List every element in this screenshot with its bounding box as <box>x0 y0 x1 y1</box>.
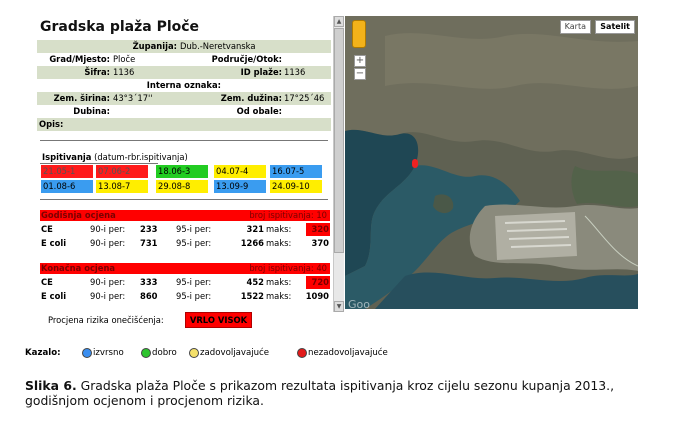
id-value: 1136 <box>284 67 306 77</box>
interna-label: Interna oznaka: <box>146 80 221 90</box>
sirina-value: 43°3´17'' <box>113 93 153 103</box>
max-value: 720 <box>306 276 330 289</box>
legend-red-circle-icon <box>297 348 307 358</box>
divider <box>40 163 158 164</box>
obala-label: Od obale: <box>236 106 282 116</box>
konacna-ocjena-title: Konačna ocjena <box>41 263 116 273</box>
divider <box>40 199 328 200</box>
p95-value: 1266 <box>240 238 264 248</box>
street-view-pegman-icon[interactable] <box>352 20 366 48</box>
divider <box>40 140 328 141</box>
beach-info-panel <box>37 16 333 312</box>
duzina-label: Zem. dužina: <box>220 93 282 103</box>
zoom-in-button[interactable]: + <box>355 55 365 66</box>
ispitivanja-title <box>42 152 188 162</box>
grad-label: Grad/Mjesto: <box>49 54 110 64</box>
godisnja-row-ce <box>40 223 330 236</box>
max-label: maks: <box>266 277 292 287</box>
test-cell[interactable]: 07.06-2 <box>96 165 148 178</box>
zupanija-label: Županija: <box>132 41 177 51</box>
beach-title: Gradska plaža Ploče <box>40 19 200 35</box>
legend-blue-circle-icon <box>82 348 92 358</box>
scroll-up-arrow-icon[interactable]: ▲ <box>334 16 344 27</box>
legend-item-label: zadovoljavajuće <box>200 348 270 358</box>
field-row-zupanija <box>37 40 331 53</box>
id-label: ID plaže: <box>240 67 282 77</box>
dubina-label: Dubina: <box>73 106 110 116</box>
test-cell[interactable]: 04.07-4 <box>214 165 266 178</box>
panel-scrollbar[interactable] <box>333 16 344 312</box>
scroll-thumb[interactable] <box>334 28 344 253</box>
scroll-down-arrow-icon[interactable]: ▼ <box>334 301 344 312</box>
test-cell[interactable]: 13.09-9 <box>214 180 266 193</box>
p95-label: 95-i per: <box>176 277 212 287</box>
opis-label: Opis: <box>39 119 64 129</box>
max-value: 320 <box>306 223 330 236</box>
parameter-name: CE <box>41 224 53 234</box>
map-type-karta-button[interactable]: Karta <box>560 20 591 34</box>
p90-value: 333 <box>140 277 158 287</box>
konacna-ocjena-count: broj ispitivanja: 40 <box>249 263 327 273</box>
ispitivanja-title-bold: Ispitivanja <box>42 152 92 162</box>
test-cell[interactable]: 16.07-5 <box>270 165 322 178</box>
satellite-map-image <box>345 16 638 309</box>
test-cell[interactable]: 29.08-8 <box>156 180 208 193</box>
figure-caption-text: Gradska plaža Ploče s prikazom rezultata ispitivanja kroz cijelu sezonu kupanja 2013., godišnjom ocjenom i procjenom rizika. <box>25 378 615 408</box>
duzina-value: 17°25´46 <box>284 93 325 103</box>
zoom-out-button[interactable]: − <box>355 68 365 79</box>
legend-item-label: izvrsno <box>93 348 124 358</box>
max-label: maks: <box>266 291 292 301</box>
legend-item-label: nezadovoljavajuće <box>308 348 388 358</box>
legend-item-label: dobro <box>152 348 177 358</box>
p90-value: 233 <box>140 224 158 234</box>
podrucje-label: Područje/Otok: <box>211 54 282 64</box>
konacna-ocjena-bar <box>40 263 330 274</box>
sifra-value: 1136 <box>113 67 135 77</box>
field-row-grad <box>37 53 331 66</box>
godisnja-row-ecoli <box>40 237 330 250</box>
max-value: 1090 <box>305 291 329 301</box>
godisnja-ocjena-bar <box>40 210 330 221</box>
ispitivanja-title-rest: (datum-rbr.ispitivanja) <box>91 152 188 162</box>
godisnja-ocjena-count: broj ispitivanja: 10 <box>249 210 327 220</box>
p90-label: 90-i per: <box>90 224 126 234</box>
field-row-opis <box>37 118 331 131</box>
parameter-name: E coli <box>41 291 67 301</box>
p90-label: 90-i per: <box>90 277 126 287</box>
p90-label: 90-i per: <box>90 238 126 248</box>
figure-caption-number: Slika 6. <box>25 378 77 393</box>
parameter-name: E coli <box>41 238 67 248</box>
risk-value-badge: VRLO VISOK <box>185 312 252 328</box>
konacna-row-ce <box>40 276 330 289</box>
risk-label: Procjena rizika onečišćenja: <box>48 315 164 325</box>
p90-value: 731 <box>140 238 158 248</box>
test-cell[interactable]: 21.05-1 <box>41 165 93 178</box>
map-type-satelit-button[interactable]: Satelit <box>595 20 635 34</box>
test-cell[interactable]: 24.09-10 <box>270 180 322 193</box>
legend-label: Kazalo: <box>25 348 61 358</box>
test-cell[interactable]: 18.06-3 <box>156 165 208 178</box>
p90-label: 90-i per: <box>90 291 126 301</box>
location-marker-icon[interactable] <box>412 159 418 168</box>
godisnja-ocjena-title: Godišnja ocjena <box>41 210 116 220</box>
konacna-row-ecoli <box>40 290 330 303</box>
p95-label: 95-i per: <box>176 238 212 248</box>
field-row-dubina <box>37 105 331 118</box>
p95-value: 452 <box>246 277 264 287</box>
parameter-name: CE <box>41 277 53 287</box>
grad-value: Ploče <box>113 54 136 64</box>
field-row-koordinate <box>37 92 331 105</box>
satellite-map[interactable] <box>345 16 638 309</box>
legend-yellow-circle-icon <box>189 348 199 358</box>
max-value: 370 <box>311 238 329 248</box>
p95-label: 95-i per: <box>176 291 212 301</box>
sifra-label: Šifra: <box>84 67 110 77</box>
test-cell[interactable]: 13.08-7 <box>96 180 148 193</box>
p95-label: 95-i per: <box>176 224 212 234</box>
field-row-interna <box>37 79 331 92</box>
legend-green-circle-icon <box>141 348 151 358</box>
max-label: maks: <box>266 224 292 234</box>
max-label: maks: <box>266 238 292 248</box>
test-cell[interactable]: 01.08-6 <box>41 180 93 193</box>
p90-value: 860 <box>140 291 158 301</box>
p95-value: 321 <box>246 224 264 234</box>
zupanija-value: Dub.-Neretvanska <box>180 41 256 51</box>
p95-value: 1522 <box>240 291 264 301</box>
sirina-label: Zem. širina: <box>53 93 110 103</box>
google-logo: Goo <box>348 298 370 309</box>
figure-caption <box>25 378 650 408</box>
field-row-sifra <box>37 66 331 79</box>
